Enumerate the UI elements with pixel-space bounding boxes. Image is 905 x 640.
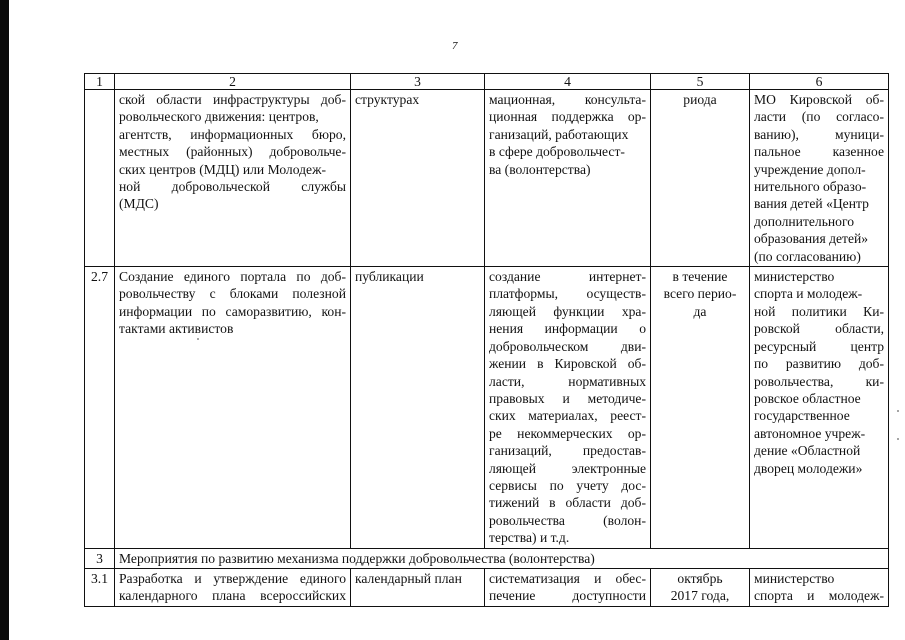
cell-line: ровольчеству с блоками полезной bbox=[119, 286, 346, 302]
cell-line: информации по саморазвитию, кон- bbox=[119, 303, 346, 319]
cell-line: ванию), муници- bbox=[754, 126, 884, 142]
cell-line: ровской области, bbox=[754, 321, 884, 337]
cell-line: систематизация и обес- bbox=[489, 570, 646, 586]
cell-activity bbox=[115, 568, 351, 606]
cell-line: добровольческом дви- bbox=[489, 338, 646, 354]
cell-line: платформы, осуществ- bbox=[489, 286, 646, 302]
cell-line: ганизаций, работающих bbox=[489, 126, 629, 142]
cell-form bbox=[351, 90, 485, 267]
cell-line: Разработка и утверждение единого bbox=[119, 570, 346, 586]
cell-line: структурах bbox=[355, 92, 420, 107]
cell-line: риода bbox=[683, 92, 717, 107]
cell-line: в сфере добровольчест- bbox=[489, 144, 625, 160]
cell-line: ровольчества (волон- bbox=[489, 512, 646, 528]
cell-line: создание интернет- bbox=[489, 269, 646, 285]
cell-line: агентств, информационных бюро, bbox=[119, 126, 346, 142]
document-table bbox=[84, 73, 889, 607]
cell-line: да bbox=[693, 303, 707, 319]
header-col-4: 4 bbox=[485, 74, 651, 90]
cell-line: ционная поддержка ор- bbox=[489, 109, 646, 125]
row-number: 2.7 bbox=[85, 267, 115, 549]
cell-line: ской области инфраструктуры доб- bbox=[119, 92, 346, 107]
cell-line: учреждение допол- bbox=[754, 161, 866, 177]
cell-line: спорта и молодеж- bbox=[754, 588, 884, 604]
cell-activity bbox=[115, 267, 351, 549]
section-number: 3 bbox=[85, 548, 115, 568]
scan-speck bbox=[897, 438, 899, 440]
cell-line: ских центров (МДЦ) или Молодеж- bbox=[119, 161, 326, 177]
cell-line: жении в Кировской об- bbox=[489, 356, 646, 372]
cell-responsible bbox=[750, 90, 889, 267]
cell-line: календарного плана всероссийских bbox=[119, 588, 346, 604]
section-title: Мероприятия по развитию механизма поддержки добровольчества (волонтерства) bbox=[115, 548, 889, 568]
cell-line: сервисы по учету дос- bbox=[489, 477, 646, 493]
cell-line: 2017 года, bbox=[670, 588, 730, 604]
cell-line: тактами активистов bbox=[119, 321, 234, 337]
cell-line: ровское областное bbox=[754, 390, 861, 406]
cell-line: правовых и методиче- bbox=[489, 390, 646, 406]
scan-speck bbox=[897, 410, 899, 412]
cell-line: ляющей функции хра- bbox=[489, 303, 646, 319]
row-number bbox=[85, 90, 115, 267]
table-row bbox=[85, 568, 889, 606]
cell-line: октябрь bbox=[677, 570, 723, 586]
cell-line: дение «Областной bbox=[754, 443, 861, 459]
header-col-1: 1 bbox=[85, 74, 115, 90]
cell-line: ляющей электронные bbox=[489, 460, 646, 476]
cell-line: ровольческого движения: центров, bbox=[119, 109, 319, 125]
scan-edge bbox=[0, 0, 9, 640]
cell-line: дополнительного bbox=[754, 213, 855, 229]
table-row bbox=[85, 267, 889, 549]
cell-responsible bbox=[750, 267, 889, 549]
cell-line: МО Кировской об- bbox=[754, 92, 884, 107]
header-col-5: 5 bbox=[651, 74, 750, 90]
cell-line: Создание единого портала по доб- bbox=[119, 269, 346, 285]
cell-line: ласти (по согласо- bbox=[754, 109, 884, 125]
cell-result bbox=[485, 568, 651, 606]
cell-activity bbox=[115, 90, 351, 267]
cell-line: (по согласованию) bbox=[754, 248, 861, 264]
cell-result bbox=[485, 90, 651, 267]
cell-line: по развитию доб- bbox=[754, 356, 884, 372]
cell-line: пальное казенное bbox=[754, 144, 884, 160]
table-header-row bbox=[85, 74, 889, 90]
cell-line: ной добровольческой службы bbox=[119, 179, 346, 195]
cell-result bbox=[485, 267, 651, 549]
cell-line: публикации bbox=[355, 269, 424, 285]
cell-line: тижений в области доб- bbox=[489, 495, 646, 511]
cell-deadline bbox=[651, 90, 750, 267]
cell-line: ских материалах, реест- bbox=[489, 408, 646, 424]
cell-line: спорта и молодеж- bbox=[754, 286, 863, 302]
cell-line: ной политики Ки- bbox=[754, 303, 884, 319]
row-number: 3.1 bbox=[85, 568, 115, 606]
cell-line: печение доступности bbox=[489, 588, 646, 604]
cell-line: ре некоммерческих ор- bbox=[489, 425, 646, 441]
cell-line: нительного образо- bbox=[754, 179, 867, 195]
cell-line: образования детей» bbox=[754, 231, 869, 247]
cell-line: (МДС) bbox=[119, 196, 159, 212]
header-col-3: 3 bbox=[351, 74, 485, 90]
cell-line: ресурсный центр bbox=[754, 338, 884, 354]
cell-line: государственное bbox=[754, 408, 850, 424]
cell-line: ровольчества, ки- bbox=[754, 373, 884, 389]
cell-line: мационная, консульта- bbox=[489, 92, 646, 107]
table-row bbox=[85, 90, 889, 267]
cell-line: календарный план bbox=[355, 570, 462, 586]
page-number: 7 bbox=[452, 40, 458, 52]
cell-line: всего перио- bbox=[663, 286, 737, 302]
cell-deadline bbox=[651, 568, 750, 606]
header-col-6: 6 bbox=[750, 74, 889, 90]
cell-line: ва (волонтерства) bbox=[489, 161, 591, 177]
cell-line: местных (районных) добровольче- bbox=[119, 144, 346, 160]
cell-line: нения информации о bbox=[489, 321, 646, 337]
cell-line: в течение bbox=[672, 269, 728, 285]
cell-line: вания детей «Центр bbox=[754, 196, 869, 212]
cell-deadline bbox=[651, 267, 750, 549]
scan-speck bbox=[197, 338, 199, 340]
cell-line: министерство bbox=[754, 269, 835, 285]
cell-line: терства) и т.д. bbox=[489, 530, 570, 546]
cell-form bbox=[351, 267, 485, 549]
cell-line: ганизаций, предостав- bbox=[489, 443, 646, 459]
cell-responsible bbox=[750, 568, 889, 606]
header-col-2: 2 bbox=[115, 74, 351, 90]
cell-line: ласти, нормативных bbox=[489, 373, 646, 389]
section-row bbox=[85, 548, 889, 568]
cell-line: министерство bbox=[754, 570, 835, 586]
cell-line: автономное учреж- bbox=[754, 425, 866, 441]
cell-line: дворец молодежи» bbox=[754, 460, 863, 476]
cell-form bbox=[351, 568, 485, 606]
